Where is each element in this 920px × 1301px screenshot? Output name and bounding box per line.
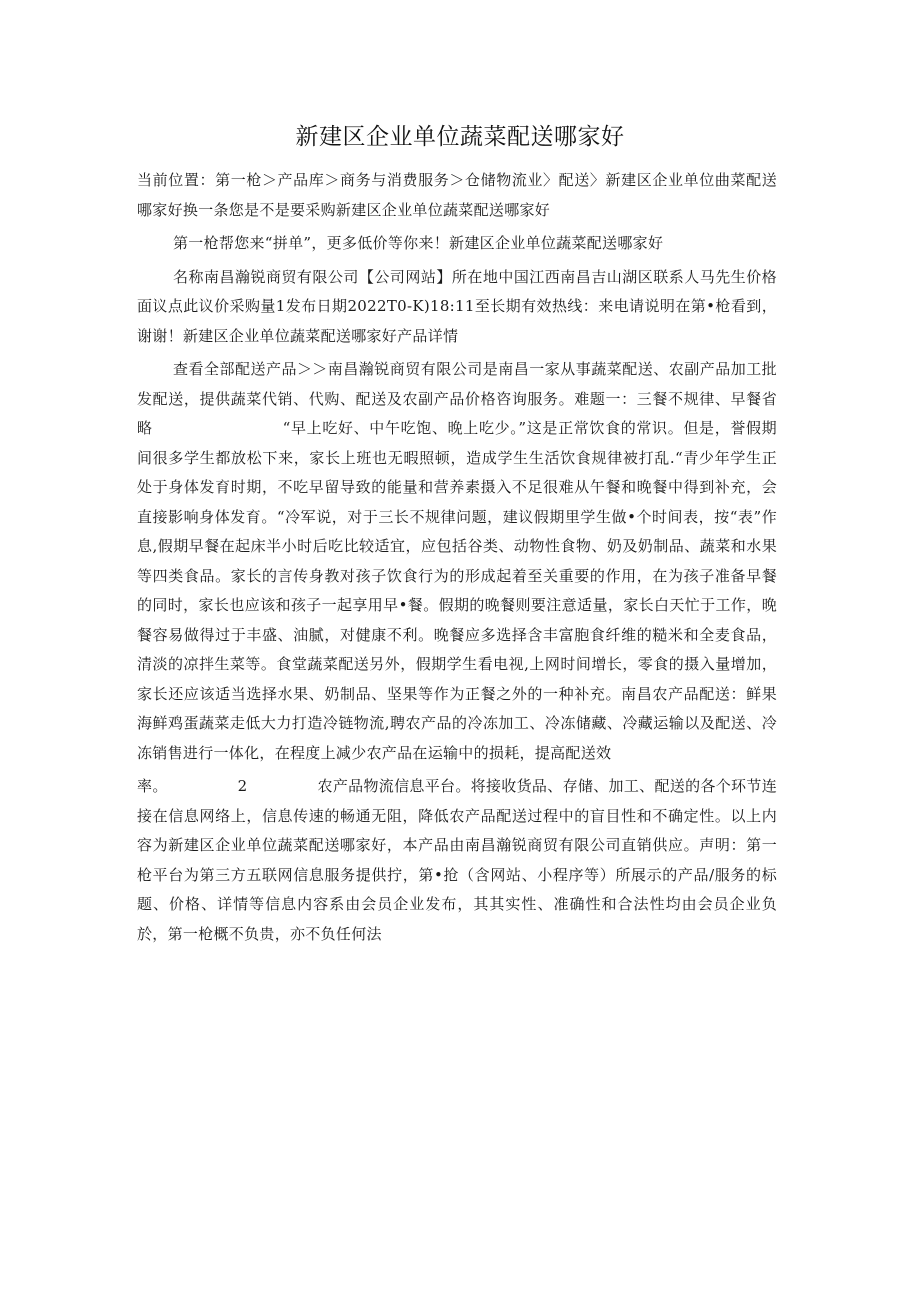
detail-text-part4: 的各个环节连接在信息网络上，信息传速的畅通无阻，降低农产品配送过程中的盲目性和不确定性。以上内容为新建区企业单位蔬菜配送哪家好，本产品由南昌瀚锐商贸有限公司直销供应。声明：第一枪平台为第三方五联网信息服务提供拧，第•抢（含网站、小程序等）所展示的产品/服务的标题、价格、详情等信息内容系由会员企业发布，其其实性、准确性和合法性均由会员企业负於，第一枪概不负贵，亦不负任何法 (137, 777, 777, 943)
page-title: 新建区企业单位蔬菜配送哪家好 (295, 124, 625, 150)
detail-quote: “早上吃好、中午吃饱、晚上吃少。”这 (282, 419, 543, 437)
detail-text-part1: 查看全部配送产品＞＞南昌瀚锐商贸有限公司是南昌一家从事蔬菜配送、农副产品加工批发配送，提供蔬菜代销、代购、配送及农副产品价格咨询服务。难题一：三餐不规律、早餐省略 (137, 360, 777, 437)
document-body (137, 166, 777, 953)
breadcrumb: 当前位置：第一枪＞产品库＞商务与消费服务＞仓储物流业〉配送〉新建区企业单位曲菜配送哪家好换一条您是不是要采购新建区企业单位蔬菜配送哪家好 (137, 171, 777, 219)
intro-paragraph: 第一枪帮您来“拼单”，更多低价等你来！新建区企业单位蔬菜配送哪家好 (173, 234, 664, 252)
detail-text-part2: 是正常饮食的常识。但是，誉假期间很多学生都放松下来，家长上班也无暇照顿，造成学生生活饮食规律被打乱.“青少年学生正处于身体发育时期，不吃早留导致的能量和营养素摄入不足很难从午餐和晚餐中得到补充，会直接影响身体发育。“冷军说，对于三长不规律问题，建议假期里学生做•个时间表，按“表”作息,假期早餐在起床半小时后吃比较适宜，应包括谷类、动物性食物、奶及奶制品、蔬菜和水果等四类食品。家长的言传身教对孩子饮食行为的形成起着至关重要的作用，在为孩子准备早餐的同时，家长也应该和孩子一起享用早•餐。假期的晚餐则要注意适量，家长白天忙于工作，晚餐容易做得过于丰盛、油腻，对健康不利。晚餐应多选择含丰富胞食纤维的糙米和全麦食品，清淡的凉拌生菜等。食堂蔬菜配送另外，假期学生看电视,上网时间增长，零食的摄入量增加，家长还应该适当选择水果、奶制品、坚果等作为正餐之外的一种补充。南昌农产品配送：鲜果海鲜鸡蛋蔬菜走低大力打造冷链物流,聘农产品的冷冻加工、冷冻储藏、冷藏运输以及配送、冷冻销售进行一体化，在程度上减少农产品在运输中的损耗，提高配送效 (137, 419, 777, 762)
detail-text-part3-start: 率。 (137, 777, 168, 795)
detail-list-number: 2 (237, 777, 248, 795)
detail-paragraph (137, 355, 777, 768)
detail-text-part3-rest: 农产品物流信息平台。将接收货品、存储、加工、配送 (317, 777, 686, 795)
company-info-paragraph: 名称南昌瀚锐商贸有限公司【公司网站】所在地中国江西南昌吉山湖区联系人马先生价格面议点此议价采购量1发布日期2022T0-K)18:11至长期有效热线：来电请说明在第•枪看到，谢谢！新建区企业单位蔬菜配送哪家好产品详情 (137, 267, 777, 345)
detail-paragraph-continued (137, 772, 777, 949)
